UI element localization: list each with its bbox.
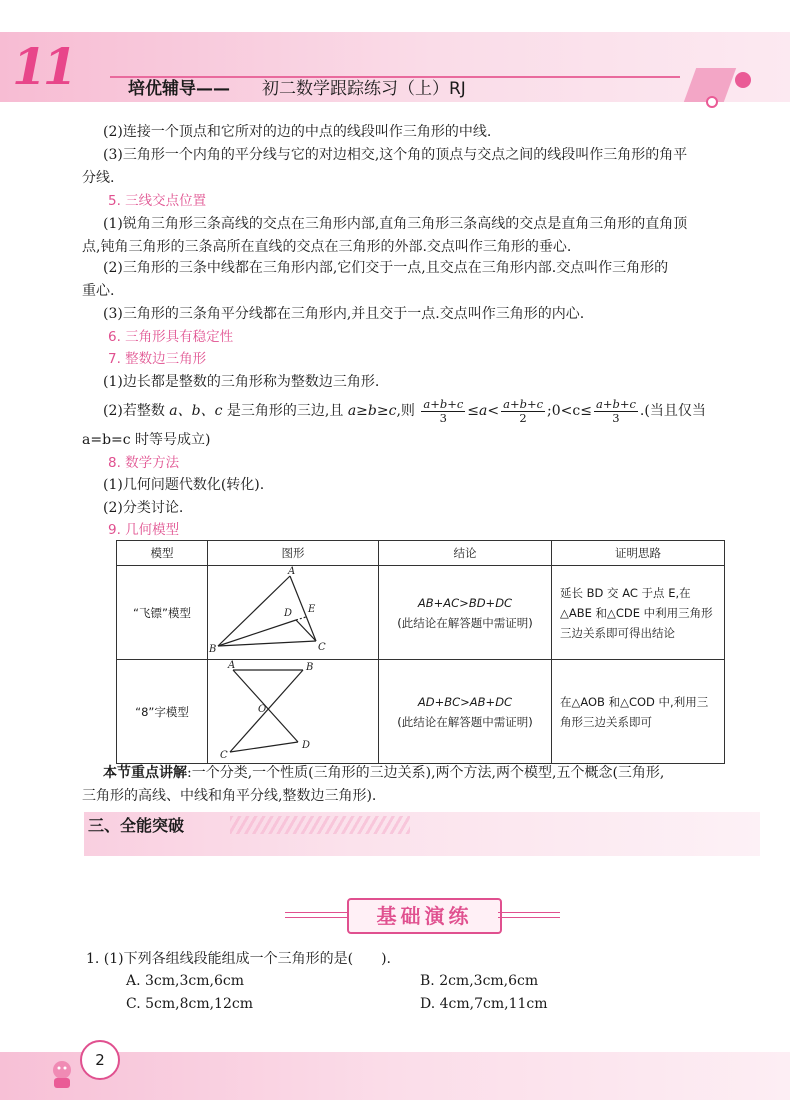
variables: a、b、c [169,403,223,419]
point-label-b: B [209,644,217,655]
table-header: 图形 [208,541,379,566]
summary-line [103,762,664,784]
proof-idea: 在△AOB 和△COD 中,利用三角形三边关系即可 [552,660,725,764]
fraction-denominator: 3 [612,410,620,425]
table-header: 模型 [117,541,208,566]
question-stem: 1. (1)下列各组线段能组成一个三角形的是( ). [86,951,392,967]
fraction [594,398,638,425]
chapter-logo: 11 [12,37,74,96]
fraction-denominator: 3 [439,410,447,425]
dart-model-figure [208,566,378,656]
subheading-7: 7. 整数边三角形 [108,351,207,367]
formula-line [103,396,706,426]
fraction-denominator: 2 [519,410,527,425]
point-label-d: D [284,608,293,619]
fraction [501,398,545,425]
text-fragment: (2)若整数 [103,403,165,419]
table-header: 结论 [379,541,552,566]
point-label-b: B [306,662,314,673]
text-line: (1)锐角三角形三条高线的交点在三角形内部,直角三角形三条高线的交点是直角三角形的直角顶 [103,216,688,232]
text-line: (3)三角形的三条角平分线都在三角形内,并且交于一点.交点叫作三角形的内心. [103,306,585,322]
segment-ab [218,576,293,646]
conclusion-note: (此结论在解答题中需证明) [397,615,533,630]
section-band [84,812,760,856]
section-stripe-decoration [230,816,410,834]
banner-rule-left [285,912,347,918]
text-line: (2)分类讨论. [103,500,184,516]
option-a: A. 3cm,3cm,6cm [126,973,244,989]
table-row [117,566,725,660]
text-line: (3)三角形一个内角的平分线与它的对边相交,这个角的顶点与交点之间的线段叫作三角形的角平 [103,147,688,163]
text-fragment: ≤a< [467,403,500,419]
conclusion-note: (此结论在解答题中需证明) [397,714,533,729]
text-line: (1)几何问题代数化(转化). [103,477,265,493]
text-line: 分线. [82,170,115,186]
point-label-d: D [302,740,311,751]
text-fragment: ,则 [396,403,415,419]
subheading-8: 8. 数学方法 [108,455,180,471]
point-label-c: C [220,750,228,760]
table-row [117,660,725,764]
text-line: 点,钝角三角形的三条高所在直线的交点在三角形的外部.交点叫作三角形的垂心. [82,239,572,255]
fraction-numerator: a+b+c [503,396,544,411]
segment-de-extension [296,617,306,620]
geometry-model-table [116,540,725,764]
option-c: C. 5cm,8cm,12cm [126,996,253,1012]
header-dot-decoration [735,72,751,88]
segment-dc [296,620,316,641]
banner-rule-right [498,912,560,918]
mascot-icon [42,1052,82,1092]
dart-figure-cell [208,566,379,660]
book-subtitle: 初二数学跟踪练习（上）RJ [262,79,466,99]
text-fragment: .(当且仅当 [639,403,706,419]
option-b: B. 2cm,3cm,6cm [420,973,539,989]
conclusion-formula: AB+AC>BD+DC [417,595,513,610]
banner-title: 基础演练 [347,898,502,934]
fraction [421,398,465,425]
figure-eight-model-figure [208,660,378,760]
text-line: (2)连接一个顶点和它所对的边的中点的线段叫作三角形的中线. [103,124,492,140]
book-series-title: 培优辅导—— [128,79,230,99]
model-name: “飞镖”模型 [117,566,208,660]
subheading-6: 6. 三角形具有稳定性 [108,329,234,345]
table-header: 证明思路 [552,541,725,566]
text-line: (2)三角形的三条中线都在三角形内部,它们交于一点,且交点在三角形内部.交点叫作三角形的 [103,260,669,276]
proof-idea: 延长 BD 交 AC 于点 E,在△ABE 和△CDE 中利用三角形三边关系即可得出结论 [552,566,725,660]
summary-line: 三角形的高线、中线和角平分线,整数边三角形). [82,788,377,804]
option-d: D. 4cm,7cm,11cm [420,996,548,1012]
fraction-numerator: a+b+c [423,396,464,411]
page-number: 2 [80,1040,120,1080]
segment-cd [230,742,298,752]
segment-bc [230,670,303,752]
table-header-row [117,541,725,566]
text-line: a=b=c 时等号成立) [82,432,211,448]
figure-eight-cell [208,660,379,764]
subheading-9: 9. 几何模型 [108,522,180,538]
point-label-e: E [308,604,316,615]
text-fragment: 是三角形的三边,且 [226,403,344,419]
text-line: 重心. [82,283,115,299]
summary-text: :一个分类,一个性质(三角形的三边关系),两个方法,两个模型,五个概念(三角形, [187,765,665,781]
condition: a≥b≥c [347,403,397,419]
point-label-c: C [318,642,326,653]
header-ring-decoration [706,96,718,108]
text-fragment: ;0<c≤ [547,403,592,419]
subheading-5: 5. 三线交点位置 [108,193,207,209]
fraction-numerator: a+b+c [595,396,636,411]
summary-label: 本节重点讲解 [103,765,187,781]
section-title: 三、全能突破 [88,816,185,835]
point-label-o: O [258,704,267,715]
model-name: “8”字模型 [117,660,208,764]
point-label-a: A [228,660,236,671]
segment-bc [218,641,316,646]
text-line: (1)边长都是整数的三角形称为整数边三角形. [103,374,380,390]
conclusion-formula: AD+BC>AB+DC [417,694,513,709]
conclusion-cell [379,660,552,764]
point-label-a: A [288,566,296,577]
conclusion-cell [379,566,552,660]
